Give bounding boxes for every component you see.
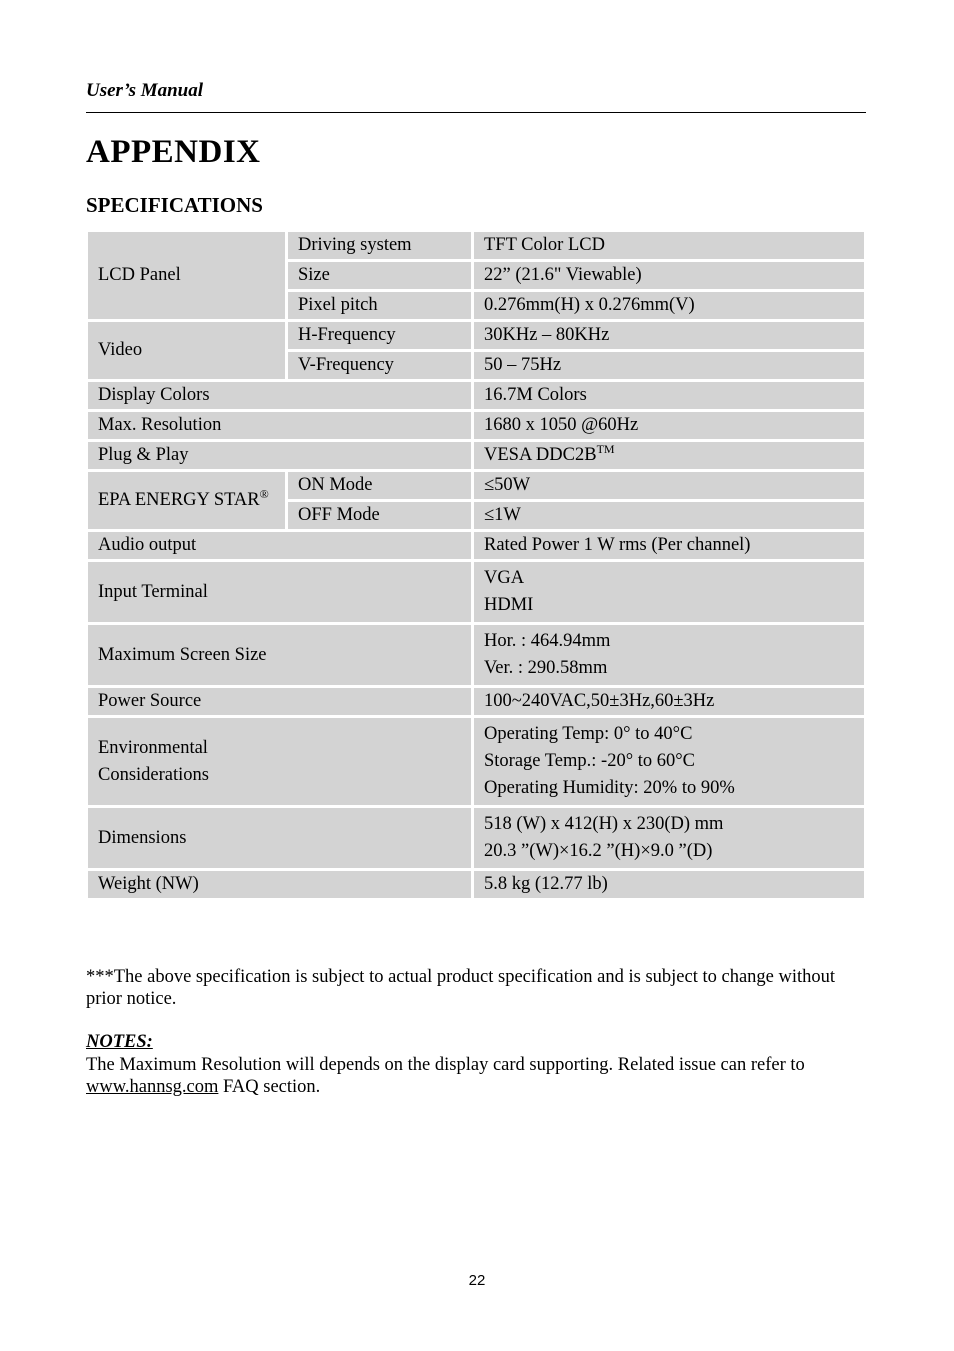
spec-value: 50 – 75Hz [474,352,864,379]
registered-mark: ® [259,486,269,501]
page-title: APPENDIX [86,134,261,170]
spec-value: TFT Color LCD [474,232,864,259]
spec-value: 22” (21.6" Viewable) [474,262,864,289]
spec-value-line: 518 (W) x 412(H) x 230(D) mm [484,814,724,834]
spec-sublabel: ON Mode [288,472,471,499]
table-row [88,472,864,499]
spec-value-line: Operating Humidity: 20% to 90% [484,778,735,798]
spec-sublabel: H-Frequency [288,322,471,349]
spec-sublabel: Pixel pitch [288,292,471,319]
spec-sublabel: Size [288,262,471,289]
spec-label: Maximum Screen Size [88,625,471,685]
spec-sublabel: V-Frequency [288,352,471,379]
table-row [88,808,864,868]
spec-value: 100~240VAC,50±3Hz,60±3Hz [474,688,864,715]
manual-header: User’s Manual [86,80,204,101]
spec-label: Video [88,322,285,379]
table-row [88,412,864,439]
spec-value: 0.276mm(H) x 0.276mm(V) [474,292,864,319]
spec-label-text: EPA ENERGY STAR [98,490,260,510]
spec-value-text: VESA DDC2B [484,445,597,465]
spec-value [474,562,864,622]
table-row [88,688,864,715]
notes-text [86,1054,870,1098]
table-row [88,322,864,349]
spec-label: Max. Resolution [88,412,471,439]
spec-value: Rated Power 1 W rms (Per channel) [474,532,864,559]
spec-sublabel: Driving system [288,232,471,259]
spec-label: LCD Panel [88,232,285,319]
spec-label [88,718,471,805]
specifications-table [85,229,867,901]
table-row [88,382,864,409]
header-rule [86,112,866,113]
spec-value [474,718,864,805]
spec-sublabel: OFF Mode [288,502,471,529]
spec-value-line: Hor. : 464.94mm [484,631,611,651]
spec-label: Weight (NW) [88,871,471,898]
spec-label: Dimensions [88,808,471,868]
spec-value-line: Storage Temp.: -20° to 60°C [484,751,695,771]
table-row [88,232,864,259]
spec-label: Input Terminal [88,562,471,622]
spec-value-line: Ver. : 290.58mm [484,658,608,678]
spec-value [474,808,864,868]
spec-value: ≤1W [474,502,864,529]
table-row [88,442,864,469]
table-row [88,562,864,622]
trademark-mark: TM [596,441,615,456]
spec-value-line: HDMI [484,595,534,615]
spec-value-line: VGA [484,568,525,588]
spec-label [88,472,285,529]
table-row [88,532,864,559]
website-link[interactable]: www.hannsg.com [86,1077,219,1097]
spec-label: Power Source [88,688,471,715]
table-row [88,625,864,685]
spec-value: 1680 x 1050 @60Hz [474,412,864,439]
spec-value: 30KHz – 80KHz [474,322,864,349]
spec-value [474,625,864,685]
page-number: 22 [468,1272,486,1289]
notes-text-start: The Maximum Resolution will depends on the display card supporting. Related issue can refer to [86,1055,805,1075]
spec-value: ≤50W [474,472,864,499]
notes-text-end: FAQ section. [218,1077,321,1097]
spec-value [474,442,864,469]
spec-label: Display Colors [88,382,471,409]
spec-label: Audio output [88,532,471,559]
spec-footnote: ***The above specification is subject to actual product specification and is subject to change without prior notice. [86,967,836,1009]
table-row [88,871,864,898]
spec-label: Plug & Play [88,442,471,469]
section-title: SPECIFICATIONS [86,193,263,217]
spec-value: 16.7M Colors [474,382,864,409]
spec-value: 5.8 kg (12.77 lb) [474,871,864,898]
spec-value-line: Operating Temp: 0° to 40°C [484,724,693,744]
table-row [88,718,864,805]
spec-label-line: Environmental [98,737,208,758]
notes-heading: NOTES: [86,1032,153,1052]
spec-label-line: Considerations [98,764,209,785]
spec-value-line: 20.3 ”(W)×16.2 ”(H)×9.0 ”(D) [484,841,713,861]
